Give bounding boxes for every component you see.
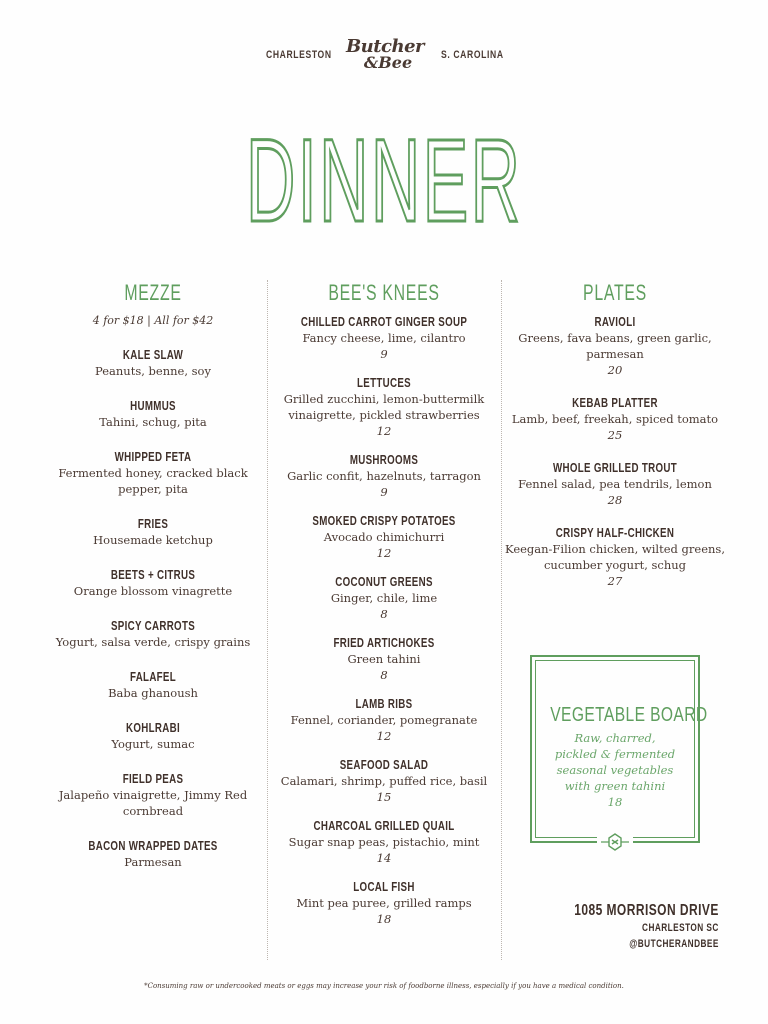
bees-knees-title: BEE'S KNEES xyxy=(328,280,440,305)
bees-knees-column xyxy=(268,282,500,940)
menu-item-name: SPICY CARROTS xyxy=(110,619,196,633)
menu-item xyxy=(502,314,728,378)
bees-knees-items xyxy=(268,314,500,927)
menu-item-name: HUMMUS xyxy=(130,399,176,413)
menu-item-name: KEBAB PLATTER xyxy=(572,396,658,410)
address-street: 1085 MORRISON DRIVE xyxy=(574,902,719,919)
menu-item xyxy=(40,398,266,430)
menu-item-name: KOHLRABI xyxy=(126,721,180,735)
menu-item-description: Tahini, schug, pita xyxy=(99,415,207,429)
mezze-title: MEZZE xyxy=(124,280,182,305)
plates-column xyxy=(502,282,728,606)
menu-item-name: WHOLE GRILLED TROUT xyxy=(552,461,677,475)
menu-item xyxy=(268,879,500,927)
menu-item-name: LETTUCES xyxy=(357,376,411,390)
menu-item-description: Sugar snap peas, pistachio, mint xyxy=(288,835,480,849)
menu-item-description: Jalapeño vinaigrette, Jimmy Red cornbread xyxy=(58,788,248,818)
vegetable-board-box xyxy=(530,655,708,843)
menu-item-description: Calamari, shrimp, puffed rice, basil xyxy=(280,774,488,788)
menu-item-name: LOCAL FISH xyxy=(353,880,415,894)
menu-item xyxy=(40,771,266,819)
menu-item-name: WHIPPED FETA xyxy=(114,450,192,464)
menu-item xyxy=(40,838,266,870)
menu-item-description: Fennel, coriander, pomegranate xyxy=(290,713,478,727)
menu-item-price: 15 xyxy=(376,790,392,804)
menu-item xyxy=(40,720,266,752)
menu-header xyxy=(0,38,768,74)
menu-item-description: Grilled zucchini, lemon-buttermilk vinaigrette, pickled strawberries xyxy=(283,392,485,422)
logo-line-2: &Bee xyxy=(363,53,413,72)
menu-item-name: FRIES xyxy=(137,517,169,531)
menu-item-name: RAVIOLI xyxy=(594,315,636,329)
menu-item-description: Parmesan xyxy=(124,855,182,869)
menu-item-description: Green tahini xyxy=(347,652,421,666)
menu-item-name: MUSHROOMS xyxy=(349,453,419,467)
menu-item-description: Fennel salad, pea tendrils, lemon xyxy=(518,477,712,491)
menu-item-price: 9 xyxy=(380,347,388,361)
menu-item xyxy=(268,452,500,500)
menu-item-name: COCONUT GREENS xyxy=(335,575,433,589)
vegetable-board-desc-text: Raw, charred, pickled & fermented seasonal vegetables with green tahini xyxy=(554,731,676,793)
menu-item xyxy=(502,460,728,508)
menu-item xyxy=(268,635,500,683)
menu-item xyxy=(268,314,500,362)
menu-item-name: KALE SLAW xyxy=(122,348,184,362)
menu-item-name: CHARCOAL GRILLED QUAIL xyxy=(313,819,455,833)
mezze-items xyxy=(40,347,266,870)
foodborne-illness-disclaimer: *Consuming raw or undercooked meats or eggs may increase your risk of foodborne illness, especially if you have a medical condition. xyxy=(144,982,624,990)
menu-item-price: 8 xyxy=(380,607,388,621)
menu-item-price: 27 xyxy=(607,574,623,588)
menu-item-description: Orange blossom vinagrette xyxy=(73,584,233,598)
menu-item xyxy=(268,513,500,561)
menu-item xyxy=(268,696,500,744)
menu-item xyxy=(40,449,266,497)
menu-item-name: FIELD PEAS xyxy=(122,772,184,786)
menu-item-description: Lamb, beef, freekah, spiced tomato xyxy=(511,412,719,426)
menu-item-price: 12 xyxy=(376,546,392,560)
vegetable-board-price: 18 xyxy=(607,795,623,809)
menu-item-description: Avocado chimichurri xyxy=(323,530,445,544)
address-city: CHARLESTON SC xyxy=(642,922,719,934)
vegetable-board-title: VEGETABLE BOARD xyxy=(550,704,708,726)
menu-item-description: Mint pea puree, grilled ramps xyxy=(296,896,472,910)
menu-item-price: 18 xyxy=(376,912,392,926)
menu-item-description: Fancy cheese, lime, cilantro xyxy=(302,331,466,345)
menu-item-description: Garlic confit, hazelnuts, tarragon xyxy=(287,469,481,483)
menu-item xyxy=(268,375,500,439)
menu-item-name: FALAFEL xyxy=(129,670,177,684)
menu-item-name: LAMB RIBS xyxy=(355,697,413,711)
menu-item-name: SEAFOOD SALAD xyxy=(339,758,429,772)
menu-item-description: Fermented honey, cracked black pepper, pita xyxy=(58,466,248,496)
menu-item xyxy=(40,347,266,379)
menu-item-price: 12 xyxy=(376,424,392,438)
plates-items xyxy=(502,314,728,589)
city-right: S. CAROLINA xyxy=(441,49,504,61)
menu-item-price: 20 xyxy=(607,363,623,377)
menu-item-name: SMOKED CRISPY POTATOES xyxy=(312,514,456,528)
menu-item-price: 14 xyxy=(376,851,392,865)
menu-item-price: 12 xyxy=(376,729,392,743)
menu-item-name: FRIED ARTICHOKES xyxy=(333,636,435,650)
menu-item xyxy=(268,757,500,805)
menu-item xyxy=(502,525,728,589)
menu-item-description: Peanuts, benne, soy xyxy=(95,364,211,378)
menu-item xyxy=(268,818,500,866)
menu-item xyxy=(502,395,728,443)
vegetable-board-description xyxy=(552,730,678,810)
plates-title: PLATES xyxy=(583,280,647,305)
menu-item-description: Yogurt, salsa verde, crispy grains xyxy=(55,635,251,649)
menu-item-name: BEETS + CITRUS xyxy=(110,568,196,582)
menu-item xyxy=(40,669,266,701)
menu-item-description: Housemade ketchup xyxy=(93,533,213,547)
menu-item-name: BACON WRAPPED DATES xyxy=(88,839,218,853)
menu-item-description: Yogurt, sumac xyxy=(111,737,195,751)
menu-item-name: CRISPY HALF-CHICKEN xyxy=(555,526,675,540)
menu-item-description: Ginger, chile, lime xyxy=(330,591,438,605)
menu-item-description: Keegan-Filion chicken, wilted greens, cucumber yogurt, schug xyxy=(505,542,725,572)
mezze-column xyxy=(40,282,266,889)
menu-item xyxy=(40,567,266,599)
menu-item-price: 8 xyxy=(380,668,388,682)
menu-item-price: 25 xyxy=(607,428,623,442)
social-handle: @BUTCHERANDBEE xyxy=(629,938,719,950)
butcher-and-bee-logo xyxy=(342,38,428,74)
menu-item-description: Baba ghanoush xyxy=(108,686,198,700)
menu-item-description: Greens, fava beans, green garlic, parmesan xyxy=(518,331,712,361)
bee-emblem-icon xyxy=(597,831,633,853)
restaurant-address xyxy=(526,902,719,952)
menu-item xyxy=(40,618,266,650)
menu-item-price: 28 xyxy=(607,493,623,507)
menu-item xyxy=(40,516,266,548)
menu-item-price: 9 xyxy=(380,485,388,499)
menu-item xyxy=(268,574,500,622)
dinner-heading: DINNER xyxy=(245,115,523,247)
city-left: CHARLESTON xyxy=(266,49,332,61)
menu-title xyxy=(0,115,768,247)
logo-line-1: Butcher xyxy=(345,36,425,57)
menu-item-name: CHILLED CARROT GINGER SOUP xyxy=(300,315,468,329)
mezze-pricing: 4 for $18 | All for $42 xyxy=(92,314,214,327)
